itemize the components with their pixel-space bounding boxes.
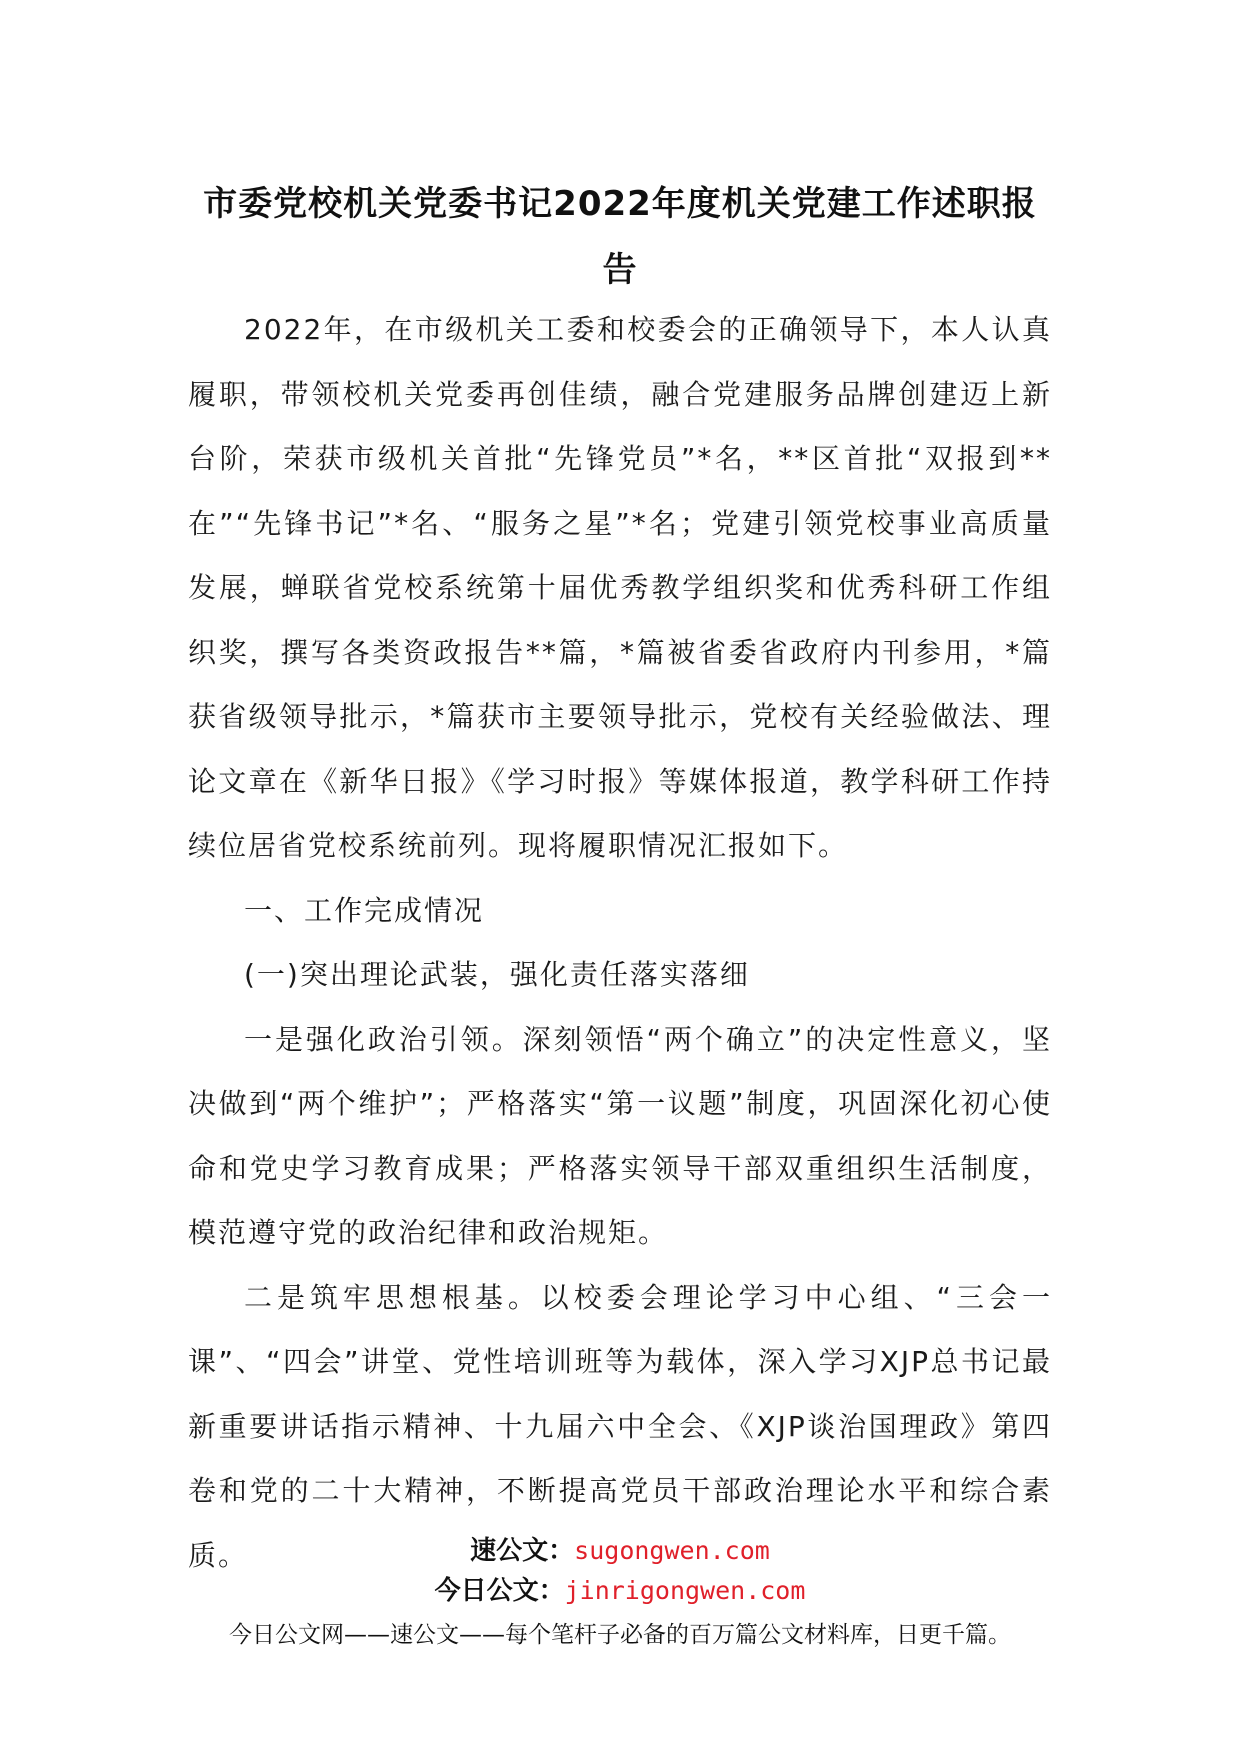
paragraph-ideological-foundation: 二是筑牢思想根基。以校委会理论学习中心组、“三会一课”、“四会”讲堂、党性培训班等为载体，深入学习XJP总书记最新重要讲话指示精神、十九届六中全会、《XJP谈治国理政》第四卷和党的二十大精神，不断提高党员干部政治理论水平和综合素质。: [188, 1280, 1052, 1572]
footer-slogan: [0, 1616, 1240, 1649]
footer-jinrigongwen: [0, 1570, 1240, 1607]
paragraph-political-guidance: 一是强化政治引领。深刻领悟“两个确立”的决定性意义，坚决做到“两个维护”；严格落实“第一议题”制度，巩固深化初心使命和党史学习教育成果；严格落实领导干部双重组织生活制度，模范遵守党的政治纪律和政治规矩。: [188, 1022, 1052, 1249]
footer-jinrigongwen-link[interactable]: jinrigongwen.com: [564, 1576, 806, 1605]
paragraph-intro: 2022年，在市级机关工委和校委会的正确领导下，本人认真履职，带领校机关党委再创佳绩，融合党建服务品牌创建迈上新台阶，荣获市级机关首批“先锋党员”*名，**区首批“双报到**在”“先锋书记”*名、“服务之星”*名；党建引领党校事业高质量发展，蝉联省党校系统第十届优秀教学组织奖和优秀科研工作组织奖，撰写各类资政报告**篇，*篇被省委省政府内刊参用，*篇获省级领导批示，*篇获市主要领导批示，党校有关经验做法、理论文章在《新华日报》《学习时报》等媒体报道，教学科研工作持续位居省党校系统前列。现将履职情况汇报如下。: [188, 313, 1052, 862]
footer-slogan-text: 今日公文网——速公文——每个笔杆子必备的百万篇公文材料库，日更千篇。: [229, 1622, 1011, 1648]
footer-sugongwen-label: 速公文：: [470, 1536, 575, 1566]
footer-jinrigongwen-label: 今日公文：: [434, 1576, 565, 1606]
subsection-heading-1: (一)突出理论武装，强化责任落实落细: [244, 958, 750, 991]
footer-sugongwen: [0, 1530, 1240, 1567]
document-body: [188, 298, 1052, 1588]
document-title: 市委党校机关党委书记2022年度机关党建工作述职报: [203, 184, 1037, 224]
footer-sugongwen-link[interactable]: sugongwen.com: [574, 1536, 770, 1565]
section-heading-1: 一、工作完成情况: [244, 893, 485, 927]
document-title-continued: 告: [602, 250, 638, 290]
